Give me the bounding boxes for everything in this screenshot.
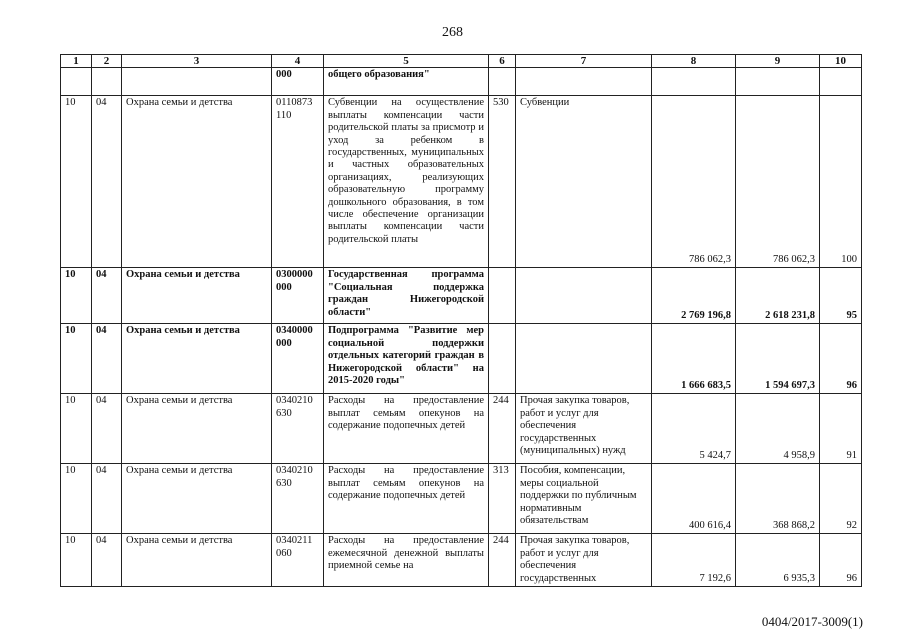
article-name-cell: Расходы на предоставление выплат семьям опекунов на содержание подопечных детей	[324, 394, 489, 464]
target-article-cell: 000	[272, 68, 324, 96]
target-article-cell: 0340211 060	[272, 534, 324, 587]
table-row	[61, 68, 862, 96]
plan-amount-cell: 400 616,4	[652, 464, 736, 534]
column-header: 6	[489, 55, 516, 68]
actual-amount-cell: 368 868,2	[736, 464, 820, 534]
target-article-cell: 0340000 000	[272, 324, 324, 394]
header-row	[61, 55, 862, 68]
subsection-cell: 04	[92, 394, 122, 464]
plan-amount-cell: 1 666 683,5	[652, 324, 736, 394]
table-row	[61, 534, 862, 587]
subsection-cell: 04	[92, 96, 122, 268]
page-number: 268	[442, 25, 463, 40]
actual-amount-cell: 786 062,3	[736, 96, 820, 268]
actual-amount-cell: 1 594 697,3	[736, 324, 820, 394]
expense-type-name-cell	[516, 268, 652, 324]
subsection-cell: 04	[92, 534, 122, 587]
section-cell: 10	[61, 268, 92, 324]
article-name-cell: Субвенции на осуществление выплаты компенсации части родительской платы за присмотр и уход за ребенком в государственных, муниципальных и частных образовательных организациях, реализующих образовательную программу дошкольного образования, в том числе обеспечение организации выплаты компенсации части родительской платы	[324, 96, 489, 268]
plan-amount-cell: 7 192,6	[652, 534, 736, 587]
article-name-cell: Расходы на предоставление выплат семьям опекунов на содержание подопечных детей	[324, 464, 489, 534]
article-name-cell: Расходы на предоставление ежемесячной денежной выплаты приемной семье на	[324, 534, 489, 587]
section-cell: 10	[61, 394, 92, 464]
column-header: 9	[736, 55, 820, 68]
plan-amount-cell: 5 424,7	[652, 394, 736, 464]
section-name-cell: Охрана семьи и детства	[122, 394, 272, 464]
percent-cell: 91	[820, 394, 862, 464]
expense-type-name-cell: Пособия, компенсации, меры социальной поддержки по публичным нормативным обязательствам	[516, 464, 652, 534]
subsection-cell: 04	[92, 464, 122, 534]
expense-type-name-cell: Субвенции	[516, 96, 652, 268]
expense-type-name-cell: Прочая закупка товаров, работ и услуг для обеспечения государственных	[516, 534, 652, 587]
expense-type-cell	[489, 68, 516, 96]
column-header: 7	[516, 55, 652, 68]
percent-cell	[820, 68, 862, 96]
article-name-cell: Государственная программа "Социальная поддержка граждан Нижегородской области"	[324, 268, 489, 324]
column-header: 2	[92, 55, 122, 68]
section-name-cell	[122, 68, 272, 96]
expense-type-cell: 244	[489, 394, 516, 464]
column-header: 4	[272, 55, 324, 68]
table-row	[61, 464, 862, 534]
section-cell	[61, 68, 92, 96]
actual-amount-cell	[736, 68, 820, 96]
actual-amount-cell: 6 935,3	[736, 534, 820, 587]
plan-amount-cell: 786 062,3	[652, 96, 736, 268]
expense-type-cell: 244	[489, 534, 516, 587]
subsection-cell: 04	[92, 324, 122, 394]
article-name-cell: общего образования"	[324, 68, 489, 96]
table-row	[61, 324, 862, 394]
section-name-cell: Охрана семьи и детства	[122, 96, 272, 268]
section-name-cell: Охрана семьи и детства	[122, 534, 272, 587]
percent-cell: 92	[820, 464, 862, 534]
table-row	[61, 268, 862, 324]
expense-type-cell: 530	[489, 96, 516, 268]
section-cell: 10	[61, 534, 92, 587]
actual-amount-cell: 4 958,9	[736, 394, 820, 464]
article-name-cell: Подпрограмма "Развитие мер социальной поддержки отдельных категорий граждан в Нижегородской области" на 2015-2020 годы"	[324, 324, 489, 394]
percent-cell: 100	[820, 96, 862, 268]
target-article-cell: 0300000 000	[272, 268, 324, 324]
section-name-cell: Охрана семьи и детства	[122, 324, 272, 394]
subsection-cell	[92, 68, 122, 96]
column-header: 5	[324, 55, 489, 68]
section-cell: 10	[61, 464, 92, 534]
plan-amount-cell	[652, 68, 736, 96]
expense-type-name-cell: Прочая закупка товаров, работ и услуг для обеспечения государственных (муниципальных) нужд	[516, 394, 652, 464]
column-header: 8	[652, 55, 736, 68]
expense-type-cell: 313	[489, 464, 516, 534]
target-article-cell: 0340210 630	[272, 394, 324, 464]
table-row	[61, 394, 862, 464]
section-name-cell: Охрана семьи и детства	[122, 268, 272, 324]
column-header: 3	[122, 55, 272, 68]
expense-type-cell	[489, 268, 516, 324]
target-article-cell: 0340210 630	[272, 464, 324, 534]
budget-table	[60, 54, 862, 587]
actual-amount-cell: 2 618 231,8	[736, 268, 820, 324]
column-header: 1	[61, 55, 92, 68]
section-name-cell: Охрана семьи и детства	[122, 464, 272, 534]
expense-type-cell	[489, 324, 516, 394]
target-article-cell: 0110873 110	[272, 96, 324, 268]
percent-cell: 95	[820, 268, 862, 324]
subsection-cell: 04	[92, 268, 122, 324]
expense-type-name-cell	[516, 68, 652, 96]
section-cell: 10	[61, 96, 92, 268]
table-row	[61, 96, 862, 268]
percent-cell: 96	[820, 534, 862, 587]
section-cell: 10	[61, 324, 92, 394]
percent-cell: 96	[820, 324, 862, 394]
expense-type-name-cell	[516, 324, 652, 394]
column-header: 10	[820, 55, 862, 68]
document-code: 0404/2017-3009(1)	[761, 614, 863, 629]
plan-amount-cell: 2 769 196,8	[652, 268, 736, 324]
